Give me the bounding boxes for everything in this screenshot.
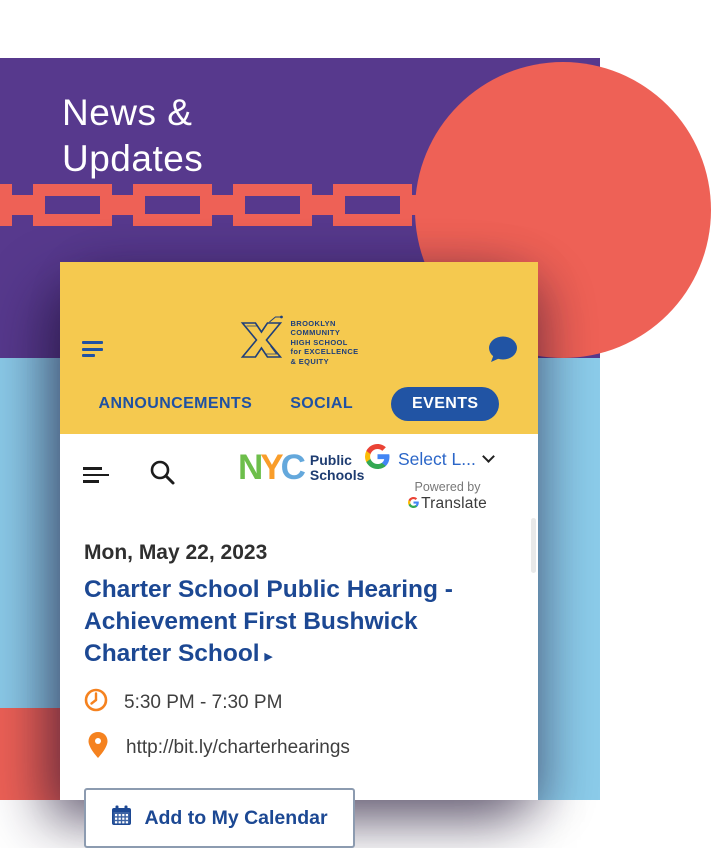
tab-announcements[interactable]: ANNOUNCEMENTS xyxy=(98,395,253,412)
google-logo-icon xyxy=(365,444,390,474)
add-to-calendar-label: Add to My Calendar xyxy=(144,806,328,829)
school-x-logo-icon xyxy=(239,314,283,371)
webview xyxy=(60,434,538,829)
search-icon[interactable] xyxy=(148,458,176,491)
tab-events[interactable]: EVENTS xyxy=(391,387,499,421)
school-logo xyxy=(239,314,358,371)
coral-rectangle-decoration xyxy=(0,708,60,800)
page-title-line2: Updates xyxy=(62,138,204,179)
google-logo-small-icon xyxy=(408,495,419,513)
nyc-logo-letters: NYC xyxy=(238,448,303,487)
language-select[interactable] xyxy=(365,444,530,474)
event-date: Mon, May 22, 2023 xyxy=(84,541,268,564)
school-name-line: & EQUITY xyxy=(290,356,330,366)
powered-by-label: Powered by xyxy=(414,480,481,494)
event-title-line: Charter School Public Hearing - xyxy=(84,576,453,603)
menu-icon[interactable] xyxy=(82,341,104,361)
language-select-value: Select L... xyxy=(398,448,476,469)
school-name-line: COMMUNITY xyxy=(290,328,341,338)
translate-brand[interactable] xyxy=(365,495,530,513)
event-url[interactable]: http://bit.ly/charterhearings xyxy=(126,737,350,758)
school-name xyxy=(290,319,358,367)
event-time: 5:30 PM - 7:30 PM xyxy=(124,692,283,713)
nyc-public-schools-logo[interactable] xyxy=(238,448,365,487)
event-title-line: Charter School ▸ xyxy=(84,640,273,667)
clock-icon xyxy=(84,688,108,718)
tab-social[interactable]: SOCIAL xyxy=(290,395,354,412)
webview-toolbar xyxy=(60,434,538,512)
page-title-line1: News & xyxy=(62,92,193,133)
expand-arrow-icon: ▸ xyxy=(264,648,273,665)
app-header xyxy=(60,262,538,434)
event-location-row xyxy=(84,731,496,765)
chevron-down-icon xyxy=(482,450,495,463)
school-name-line: HIGH SCHOOL xyxy=(290,337,348,347)
calendar-icon xyxy=(111,805,132,832)
translate-label: Translate xyxy=(421,495,487,512)
tab-bar xyxy=(60,387,538,421)
site-menu-icon[interactable] xyxy=(83,467,109,487)
event-time-row xyxy=(84,688,496,718)
app-card xyxy=(60,262,538,829)
page-title xyxy=(62,90,203,182)
google-translate-widget xyxy=(365,444,530,513)
add-to-calendar-button[interactable] xyxy=(84,788,355,848)
school-name-line: for EXCELLENCE xyxy=(290,347,359,357)
location-pin-icon xyxy=(84,731,110,765)
event-title-line: Achievement First Bushwick xyxy=(84,608,418,635)
school-name-line: BROOKLYN xyxy=(290,318,336,328)
event-title-link[interactable] xyxy=(84,574,496,673)
chat-icon[interactable] xyxy=(486,336,518,369)
scrollbar-thumb[interactable] xyxy=(531,518,536,573)
nyc-logo-text: Public Schools xyxy=(309,452,365,483)
event-content xyxy=(60,541,538,848)
